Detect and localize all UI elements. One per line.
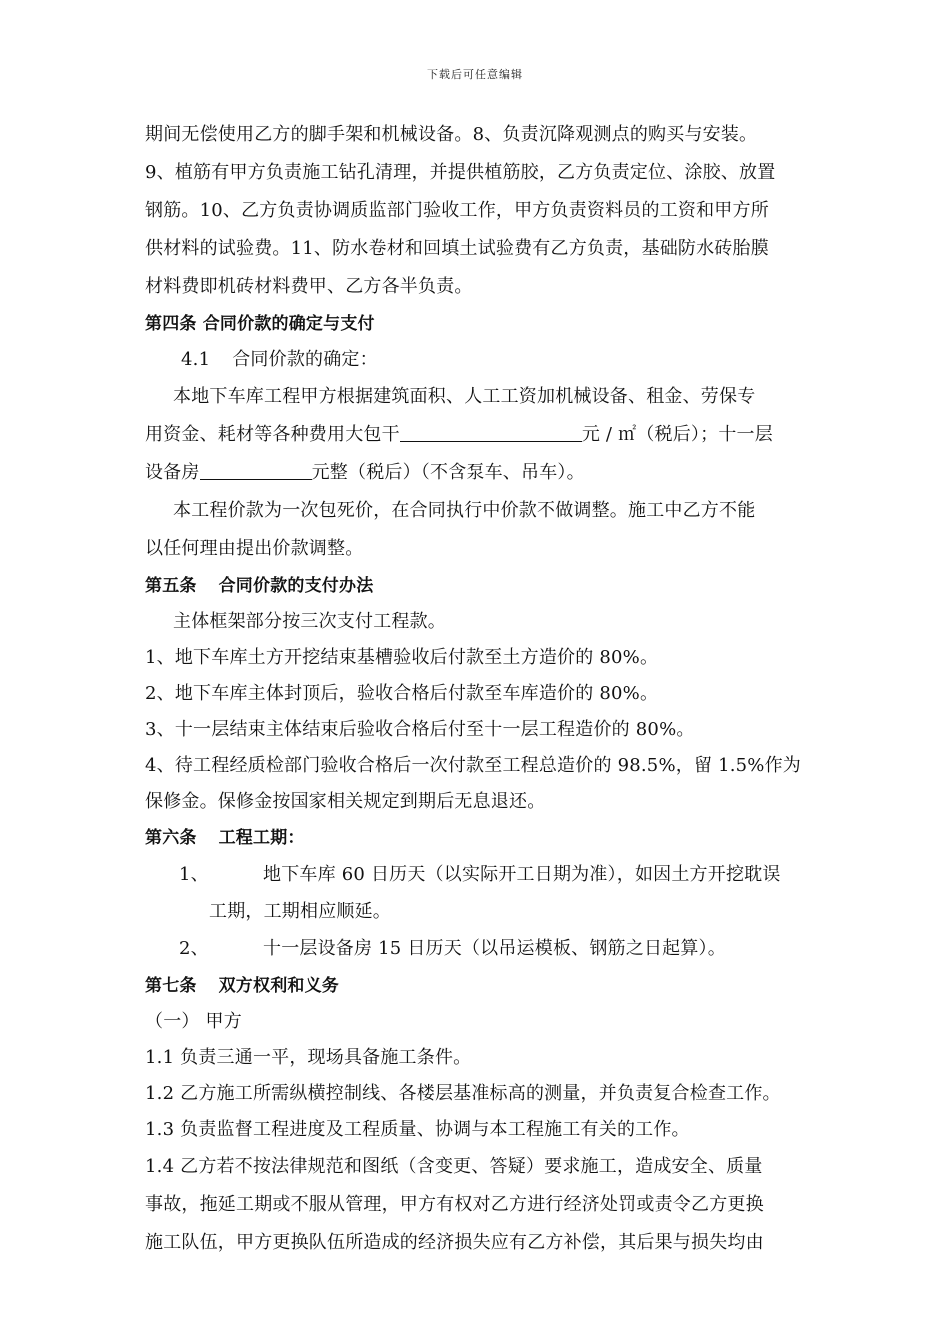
line-text: 元 / ㎡（税后）；十一层: [581, 424, 773, 445]
line-text: 设备房: [145, 462, 200, 483]
subsection-title: 合同价款的确定：: [232, 349, 378, 370]
list-item: 1、地下车库土方开挖结束基槽验收后付款至土方造价的 80%。: [145, 647, 659, 668]
list-item: 1.3 负责监督工程进度及工程质量、协调与本工程施工有关的工作。: [145, 1119, 690, 1140]
subsection-number: 4.1: [181, 349, 211, 370]
price-per-area-line: [145, 416, 815, 454]
list-text: 地下车库 60 日历天（以实际开工日期为准），如因土方开挖耽误: [263, 864, 781, 885]
article-title: 合同价款的支付办法: [218, 576, 374, 596]
paragraph-line: 以任何理由提出价款调整。: [145, 538, 364, 559]
list-item: 施工队伍，甲方更换队伍所造成的经济损失应有乙方补偿，其后果与损失均由: [145, 1232, 764, 1253]
list-number: 1、: [179, 864, 209, 885]
article-4-heading: 第四条 合同价款的确定与支付: [145, 314, 375, 334]
list-item: [145, 930, 815, 968]
line-text: 用资金、耗材等各种费用大包干: [145, 424, 400, 445]
list-item: 保修金。保修金按国家相关规定到期后无息退还。: [145, 791, 546, 812]
article-6-heading: [145, 820, 815, 856]
list-item: 4、待工程经质检部门验收合格后一次付款至工程总造价的 98.5%，留 1.5%作为: [145, 755, 802, 776]
list-item: 1.1 负责三通一平，现场具备施工条件。: [145, 1047, 472, 1068]
list-item: 1.4 乙方若不按法律规范和图纸（含变更、答疑）要求施工，造成安全、质量: [145, 1156, 763, 1177]
paragraph-line: 本地下车库工程甲方根据建筑面积、人工工资加机械设备、租金、劳保专: [173, 386, 756, 407]
document-body: [145, 116, 815, 1262]
list-item: 3、十一层结束主体结束后验收合格后付至十一层工程造价的 80%。: [145, 719, 695, 740]
list-item: 事故，拖延工期或不服从管理，甲方有权对乙方进行经济处罚或责令乙方更换: [145, 1194, 764, 1215]
list-item: [145, 856, 815, 894]
equipment-room-price-blank: [200, 459, 312, 480]
paragraph-line: 9、植筋有甲方负责施工钻孔清理，并提供植筋胶，乙方负责定位、涂胶、放置: [145, 162, 776, 183]
article-7-heading: [145, 968, 815, 1004]
list-text: 十一层设备房 15 日历天（以吊运模板、钢筋之日起算）。: [263, 938, 726, 959]
paragraph-line: 材料费即机砖材料费甲、乙方各半负责。: [145, 276, 473, 297]
article-number: 第五条: [145, 576, 197, 596]
equipment-room-price-line: [145, 454, 815, 492]
list-item: 2、地下车库主体封顶后，验收合格后付款至车库造价的 80%。: [145, 683, 659, 704]
article-4-subheading: [145, 342, 815, 378]
paragraph-line: 钢筋。10、乙方负责协调质监部门验收工作，甲方负责资料员的工资和甲方所: [145, 200, 769, 221]
paragraph-line: 主体框架部分按三次支付工程款。: [173, 611, 446, 632]
section-heading: （一） 甲方: [145, 1011, 242, 1032]
line-text: 元整（税后）（不含泵车、吊车）。: [311, 462, 585, 483]
list-item: 1.2 乙方施工所需纵横控制线、各楼层基准标高的测量，并负责复合检查工作。: [145, 1083, 781, 1104]
article-5-heading: [145, 568, 815, 604]
list-number: 2、: [179, 938, 209, 959]
page-header: 下载后可任意编辑: [427, 68, 523, 81]
paragraph-line: 期间无偿使用乙方的脚手架和机械设备。8、负责沉降观测点的购买与安装。: [145, 124, 758, 145]
article-title: 双方权利和义务: [218, 976, 340, 996]
paragraph-line: 供材料的试验费。11、防水卷材和回填土试验费有乙方负责，基础防水砖胎膜: [145, 238, 769, 259]
list-item-continuation: 工期，工期相应顺延。: [209, 901, 391, 922]
article-title: 工程工期：: [218, 828, 305, 848]
article-number: 第七条: [145, 976, 197, 996]
price-per-area-blank: [400, 421, 582, 442]
paragraph-line: 本工程价款为一次包死价，在合同执行中价款不做调整。施工中乙方不能: [173, 500, 756, 521]
article-number: 第六条: [145, 828, 197, 848]
